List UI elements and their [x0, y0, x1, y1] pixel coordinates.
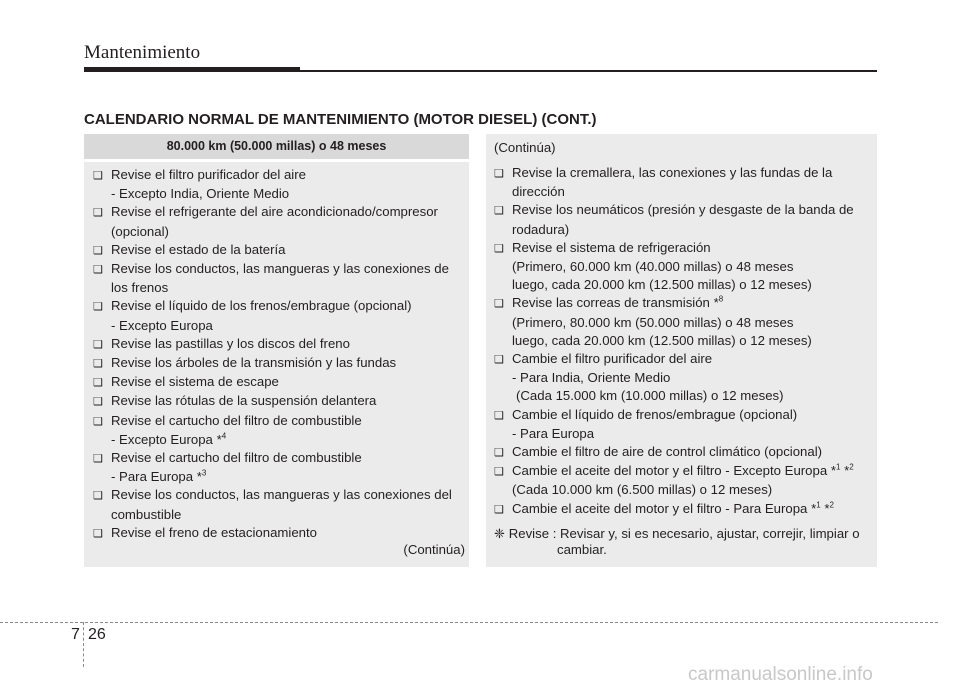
- right-checklist-item: [494, 164, 874, 183]
- left-checklist-item-text: Revise el cartucho del filtro de combustible: [111, 450, 362, 466]
- left-checklist-item-detail: los frenos: [111, 280, 169, 296]
- right-checklist-item-text: Revise los neumáticos (presión y desgaste de la banda de: [512, 202, 854, 218]
- left-checklist-item-text: Revise las rótulas de la suspensión delantera: [111, 393, 377, 409]
- right-checklist-item-detail: (Cada 10.000 km (6.500 millas) o 12 meses): [512, 482, 773, 498]
- left-checklist-item-detail: - Excepto India, Oriente Medio: [111, 186, 290, 202]
- checkbox-bullet-icon: ❑: [93, 358, 103, 371]
- checkbox-bullet-icon: ❑: [93, 453, 103, 466]
- right-checklist-item-detail: dirección: [512, 184, 565, 200]
- right-checklist-item-text: Cambie el aceite del motor y el filtro - Excepto Europa *$^1$ *$^2$: [512, 462, 854, 479]
- note-line-1: [494, 526, 874, 542]
- checkbox-bullet-icon: ❑: [494, 242, 504, 255]
- right-checklist-item-detail: luego, cada 20.000 km (12.500 millas) o 12 meses): [512, 332, 812, 348]
- right-checklist-item-detail: - Para Europa: [512, 425, 595, 441]
- checkbox-bullet-icon: ❑: [93, 244, 103, 257]
- checkbox-bullet-icon: ❑: [93, 264, 103, 277]
- left-checklist-item-detail: (opcional): [111, 223, 169, 239]
- left-checklist-item: [93, 524, 465, 543]
- left-checklist-item-detail: - Excepto Europa *$^4$: [111, 431, 227, 447]
- left-checklist-item-detail: - Para Europa *$^3$: [111, 468, 207, 485]
- checkbox-bullet-icon: ❑: [93, 338, 103, 351]
- right-panel: [486, 134, 877, 567]
- chapter-number: 7: [71, 626, 80, 643]
- right-checklist-item: [494, 239, 874, 258]
- checkbox-bullet-icon: ❑: [93, 490, 103, 503]
- checkbox-bullet-icon: ❑: [494, 503, 504, 516]
- right-checklist-item-text: Revise la cremallera, las conexiones y las fundas de la: [512, 165, 833, 180]
- left-checklist-item: [93, 373, 465, 392]
- note-line-2: cambiar.: [557, 541, 607, 557]
- right-checklist-item: [494, 443, 874, 462]
- right-checklist-item-text: Cambie el filtro de aire de control climático (opcional): [512, 444, 823, 460]
- right-checklist-item-detail: rodadura): [512, 221, 570, 237]
- right-checklist-item-text: Revise el sistema de refrigeración: [512, 239, 711, 255]
- left-checklist-item-detail: combustible: [111, 506, 182, 522]
- left-checklist-item-text: Revise el líquido de los frenos/embrague (opcional): [111, 298, 412, 314]
- checkbox-bullet-icon: ❑: [93, 301, 103, 314]
- right-checklist-item-text: Cambie el filtro purificador del aire: [512, 351, 713, 367]
- checkbox-bullet-icon: ❑: [494, 205, 504, 218]
- left-checklist-item: [93, 166, 465, 185]
- header-rule-thick: [84, 67, 300, 72]
- left-checklist-item: [93, 297, 465, 316]
- left-checklist-item-detail: - Excepto Europa: [111, 317, 213, 333]
- watermark: carmanualsonline.info: [688, 664, 873, 685]
- right-checklist-item-detail: (Cada 15.000 km (10.000 millas) o 12 meses): [516, 388, 784, 404]
- left-checklist-item: [93, 203, 465, 222]
- right-checklist-item-detail: luego, cada 20.000 km (12.500 millas) o 12 meses): [512, 277, 812, 293]
- footer-rule: [0, 622, 938, 623]
- left-panel-separator: [84, 159, 469, 162]
- left-checklist-item-text: Revise el sistema de escape: [111, 374, 279, 390]
- left-checklist-item: [93, 412, 465, 431]
- right-checklist: [494, 164, 874, 519]
- checkbox-bullet-icon: ❑: [93, 396, 103, 409]
- right-checklist-item: [494, 500, 874, 519]
- page-heading: CALENDARIO NORMAL DE MANTENIMIENTO (MOTOR DIESEL) (CONT.): [84, 111, 597, 128]
- checkbox-bullet-icon: ❑: [494, 298, 504, 311]
- right-continued-label: (Continúa): [494, 140, 556, 155]
- left-checklist-item-text: Revise las pastillas y los discos del freno: [111, 335, 350, 351]
- left-checklist-item: [93, 354, 465, 373]
- left-checklist-item: [93, 392, 465, 411]
- footer-divider: [83, 622, 84, 667]
- left-checklist-item: [93, 241, 465, 260]
- left-checklist: [93, 166, 465, 543]
- right-checklist-item-text: Cambie el aceite del motor y el filtro - Para Europa *$^1$ *$^2$: [512, 500, 834, 516]
- left-checklist-item-text: Revise el refrigerante del aire acondicionado/compresor: [111, 204, 438, 220]
- checkbox-bullet-icon: ❑: [93, 170, 103, 182]
- checkbox-bullet-icon: ❑: [494, 447, 504, 460]
- right-checklist-item-detail: (Primero, 60.000 km (40.000 millas) o 48 meses: [512, 259, 794, 275]
- right-checklist-item-text: Revise las correas de transmisión *$^8$: [512, 295, 724, 311]
- checkbox-bullet-icon: ❑: [93, 207, 103, 220]
- checkbox-bullet-icon: ❑: [494, 354, 504, 367]
- right-checklist-item: [494, 294, 874, 313]
- checkbox-bullet-icon: ❑: [494, 168, 504, 180]
- checkbox-bullet-icon: ❑: [494, 466, 504, 479]
- left-checklist-item-text: Revise el estado de la batería: [111, 241, 286, 257]
- left-checklist-item: [93, 486, 465, 505]
- left-panel: [84, 134, 469, 567]
- checkbox-bullet-icon: ❑: [93, 527, 103, 540]
- right-checklist-item-text: Cambie el líquido de frenos/embrague (opcional): [512, 406, 798, 422]
- checkbox-bullet-icon: ❑: [93, 377, 103, 390]
- left-checklist-item-text: Revise el freno de estacionamiento: [111, 524, 317, 540]
- left-continued-label: (Continúa): [403, 542, 465, 557]
- left-checklist-item: [93, 449, 465, 468]
- right-checklist-item-detail: - Para India, Oriente Medio: [512, 370, 671, 386]
- right-checklist-item-detail: (Primero, 80.000 km (50.000 millas) o 48 meses: [512, 314, 794, 330]
- right-checklist-item: [494, 201, 874, 220]
- revise-note: [494, 526, 874, 557]
- checkbox-bullet-icon: ❑: [93, 415, 103, 428]
- right-checklist-item: [494, 462, 874, 481]
- header-rule-thin: [300, 70, 877, 72]
- left-panel-header: 80.000 km (50.000 millas) o 48 meses: [84, 134, 469, 159]
- left-checklist-item-text: Revise los conductos, las mangueras y las conexiones de: [111, 261, 449, 277]
- page-number: 26: [88, 626, 106, 643]
- section-title: Mantenimiento: [84, 42, 201, 63]
- note-text-1: Revise : Revisar y, si es necesario, ajustar, correjir, limpiar o: [508, 526, 860, 541]
- left-checklist-item-text: Revise los árboles de la transmisión y las fundas: [111, 355, 397, 371]
- checkbox-bullet-icon: ❑: [494, 409, 504, 422]
- left-checklist-item-text: Revise el cartucho del filtro de combustible: [111, 412, 362, 428]
- left-checklist-item: [93, 335, 465, 354]
- right-checklist-item: [494, 350, 874, 369]
- note-symbol-icon: ❈: [494, 526, 506, 541]
- left-checklist-item-text: Revise el filtro purificador del aire: [111, 167, 306, 182]
- left-checklist-item: [93, 260, 465, 279]
- left-checklist-item-text: Revise los conductos, las mangueras y las conexiones del: [111, 487, 452, 503]
- right-checklist-item: [494, 406, 874, 425]
